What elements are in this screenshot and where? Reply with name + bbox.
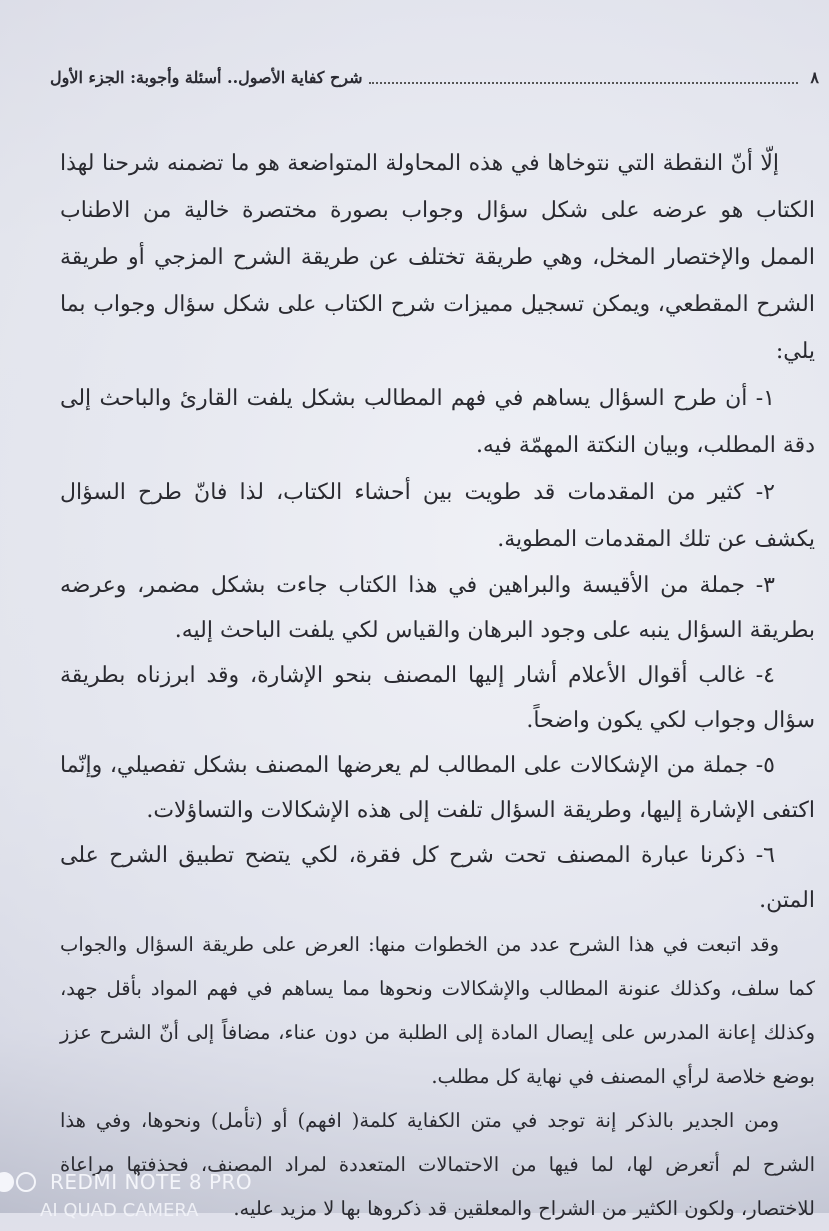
running-header bbox=[50, 62, 819, 92]
note-paragraph: ومن الجدير بالذكر إنة توجد في متن الكفاية كلمة( افهم) أو (تأمل) ونحوها، وفي هذا الشرح لم أتعرض لها، لما فيها من الاحتمالات المتعددة لمراد المصنف، فحذفتها مراعاة للاختصار، ولكون الكثير من الشراح والمعلقين قد ذكروها بها لا مزيد عليه. bbox=[60, 1109, 815, 1220]
camera-lens-icon bbox=[0, 1172, 38, 1192]
list-item-3: ٣- جملة من الأقيسة والبراهين في هذا الكتاب جاءت بشكل مضمر، وعرضه بطريقة السؤال ينبه على وجود البرهان والقياس لكي يلفت الباحث إليه. bbox=[60, 573, 815, 643]
list-item-5: ٥- جملة من الإشكالات على المطالب لم يعرضها المصنف بشكل تفصيلي، وإنّما اكتفى الإشارة إليها، وطريقة السؤال تلفت إلى هذه الإشكالات والتساؤلات. bbox=[60, 753, 815, 823]
leader-dots bbox=[369, 70, 799, 84]
camera-label: AI QUAD CAMERA bbox=[40, 1200, 199, 1221]
page-number: ٨ bbox=[810, 67, 819, 87]
intro-paragraph: إلّا أنّ النقطة التي نتوخاها في هذه المحاولة المتواضعة هو ما تضمنه شرحنا لهذا الكتاب هو عرضه على شكل سؤال وجواب بصورة مختصرة خالية من الاطناب الممل والإختصار المخل، وهي طريقة تختلف عن طريقة الشرح المزجي أو طريقة الشرح المقطعي، ويمكن تسجيل مميزات شرح الكتاب على شكل سؤال وجواب بما يلي: bbox=[60, 151, 815, 364]
list-item-6: ٦- ذكرنا عبارة المصنف تحت شرح كل فقرة، لكي يتضح تطبيق الشرح على المتن. bbox=[60, 843, 815, 913]
steps-paragraph: وقد اتبعت في هذا الشرح عدد من الخطوات منها: العرض على طريقة السؤال والجواب كما سلف، وكذلك عنونة المطالب والإشكالات ونحوها مما يساهم في فهم المواد بأقل جهد، وكذلك إعانة المدرس على إيصال المادة إلى الطلبة من دون عناء، مضافاً إلى أنّ الشرح عزز بوضع خلاصة لرأي المصنف في نهاية كل مطلب. bbox=[60, 933, 815, 1088]
list-item-4: ٤- غالب أقوال الأعلام أشار إليها المصنف بنحو الإشارة، وقد ابرزناه بطريقة سؤال وجواب لكي يكون واضحاً. bbox=[60, 663, 815, 733]
device-label: REDMI NOTE 8 PRO bbox=[50, 1170, 253, 1194]
camera-watermark bbox=[0, 1170, 252, 1194]
page-body bbox=[60, 140, 815, 1231]
running-title: شرح كفاية الأصول.. أسئلة وأجوبة: الجزء الأول bbox=[50, 67, 363, 87]
list-item-2: ٢- كثير من المقدمات قد طويت بين أحشاء الكتاب، لذا فانّ طرح السؤال يكشف عن تلك المقدمات المطوية. bbox=[60, 480, 815, 552]
list-item-1: ١- أن طرح السؤال يساهم في فهم المطالب بشكل يلفت القارئ والباحث إلى دقة المطلب، وبيان النكتة المهمّة فيه. bbox=[60, 386, 815, 458]
